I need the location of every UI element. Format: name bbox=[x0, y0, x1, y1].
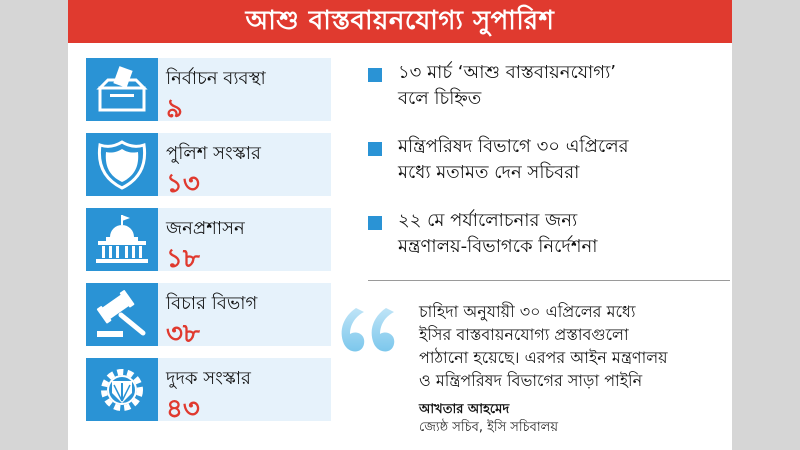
key-point-item bbox=[368, 60, 728, 112]
recommendation-count: ৯ bbox=[166, 94, 183, 124]
page-title: আশু বাস্তবায়নযোগ্য সুপারিশ bbox=[245, 5, 555, 36]
gavel-icon bbox=[86, 283, 158, 346]
recommendation-label: জনপ্রশাসন bbox=[166, 218, 245, 239]
recommendation-list bbox=[86, 58, 331, 433]
recommendation-label: পুলিশ সংস্কার bbox=[166, 143, 261, 164]
government-building-icon bbox=[86, 208, 158, 271]
quote-line: ও মন্ত্রিপরিষদ বিভাগের সাড়া পাইনি bbox=[419, 371, 643, 390]
bullet-square-icon bbox=[368, 68, 382, 82]
recommendation-count: ১৮ bbox=[166, 244, 200, 274]
key-point-line: ২২ মে পর্যালোচনার জন্য bbox=[398, 210, 578, 231]
quote-line: পাঠানো হয়েছে। এরপর আইন মন্ত্রণালয় bbox=[419, 348, 668, 367]
gear-shield-icon bbox=[86, 358, 158, 421]
left-side-margin bbox=[0, 0, 68, 450]
recommendation-item-police bbox=[86, 133, 331, 199]
key-point-line: মধ্যে মতামত দেন সচিবরা bbox=[398, 162, 580, 183]
recommendation-item-public-admin bbox=[86, 208, 331, 274]
recommendation-label: দুদক সংস্কার bbox=[166, 368, 251, 389]
recommendation-count: ১৩ bbox=[166, 169, 200, 199]
quote-mark-icon bbox=[330, 292, 410, 376]
quote-author: আখতার আহমেদ bbox=[419, 402, 510, 417]
ballot-box-icon bbox=[86, 58, 158, 121]
recommendation-count: ৪৩ bbox=[166, 394, 200, 424]
quote-line: ইসির বাস্তবায়নযোগ্য প্রস্তাবগুলো bbox=[419, 325, 629, 344]
recommendation-item-election bbox=[86, 58, 331, 124]
quote-text bbox=[419, 300, 729, 392]
section-divider bbox=[368, 280, 730, 281]
key-point-line: মন্ত্রণালয়-বিভাগকে নির্দেশনা bbox=[398, 236, 598, 257]
recommendation-count: ৩৮ bbox=[166, 319, 200, 349]
key-points bbox=[368, 60, 728, 282]
recommendation-item-acc bbox=[86, 358, 331, 424]
recommendation-label: নির্বাচন ব্যবস্থা bbox=[166, 68, 266, 89]
quote-line: চাহিদা অনুযায়ী ৩০ এপ্রিলের মধ্যে bbox=[419, 302, 636, 321]
right-side-margin bbox=[732, 0, 800, 450]
bullet-square-icon bbox=[368, 142, 382, 156]
key-point-item bbox=[368, 134, 728, 186]
police-badge-icon bbox=[86, 133, 158, 196]
key-point-line: ১৩ মার্চ ‘আশু বাস্তবায়নযোগ্য’ bbox=[398, 62, 617, 83]
key-point-line: মন্ত্রিপরিষদ বিভাগে ৩০ এপ্রিলের bbox=[398, 136, 629, 157]
recommendation-item-judiciary bbox=[86, 283, 331, 349]
key-point-item bbox=[368, 208, 728, 260]
title-banner bbox=[68, 0, 732, 43]
recommendation-label: বিচার বিভাগ bbox=[166, 293, 258, 314]
bullet-square-icon bbox=[368, 216, 382, 230]
infographic-card bbox=[68, 0, 732, 450]
key-point-line: বলে চিহ্নিত bbox=[398, 88, 482, 109]
quote-author-role: জ্যেষ্ঠ সচিব, ইসি সচিবালয় bbox=[419, 420, 558, 435]
